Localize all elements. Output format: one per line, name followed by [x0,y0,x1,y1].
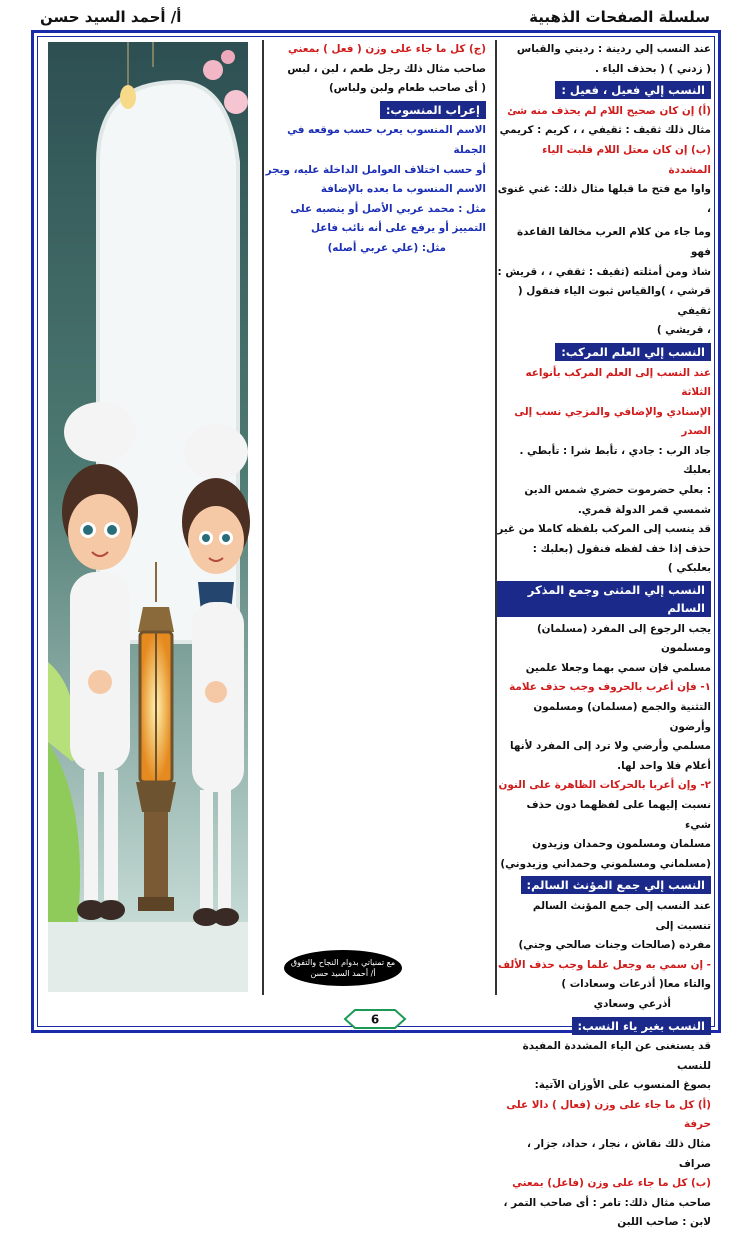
section-heading-no-ya: النسب بغير ياء النسب: [572,1017,711,1035]
text-line: صاحب مثال ذلك: تامر : أى صاحب التمر ، [503,1196,711,1209]
text-line: صاحب مثال ذلك رجل طعم ، لبن ، لبس [287,62,486,75]
right-text-column [495,40,713,1229]
text-line: مسلمي وأرضي ولا ترد إلى المفرد لأنها [510,740,711,753]
text-line: التمييز أو يرفع على أنه نائب فاعل [310,222,486,235]
ramadan-kids-illustration [48,42,248,992]
section-heading-fail: النسب إلي فعيل ، فعيل : [555,81,711,99]
text-line: بصوغ المنسوب على الأوزان الآتية: [534,1079,711,1092]
text-line: لابن : صاحب اللبن [617,1216,711,1229]
text-line: : بعلي حضرموت حضري شمس الدين [524,484,711,497]
section-heading-compound: النسب إلي العلم المركب: [555,343,711,361]
text-line: شاذ ومن أمثلته (ثقيف : ثقفي ، ، قريش : [497,265,711,278]
page-header [40,4,710,32]
badge-author-text: أ/ أحمد السيد حسن [310,969,376,978]
series-title: سلسلة الصفحات الذهبية [529,8,710,26]
text-line: مسلمان ومسلمون وحمدان وزيدون [532,838,711,851]
text-line: جاد الرب : جادي ، تأبط شرا : تأبطي . بعلبك [519,444,711,477]
section-heading-parsing: إعراب المنسوب: [380,101,486,119]
text-line: والتاء معا( أذرعات وسعادات ) [561,978,711,991]
text-line: نسبت إليهما على لفظهما دون حذف شيء [526,798,711,831]
rule-line: (ج) كل ما جاء على وزن ( فعل ) بمعني [288,43,486,55]
badge-wish-text: مع تمنياتي بدوام النجاح والتفوق [290,958,396,967]
text-line: قرشي ، )والقياس ثبوت الياء فنقول ( ثقيفي [517,285,711,317]
text-line: أعلام فلا واحد لها. [617,759,711,772]
text-line: عند النسب إلى جمع المؤنث السالم تنسبت إلى [532,899,711,932]
rule-line: الإسنادي والإضافي والمزجي نسب إلى الصدر [514,405,711,438]
page-number: 6 [370,1012,380,1027]
text-line: مفرده (صالحات وجنات صالحي وجني) [518,939,711,952]
wishes-badge [284,950,402,986]
text-line: (مسلماني ومسلموني وحمداني وزيدوني) [500,857,711,870]
text-line: ( أى صاحب طعام ولبن ولباس) [328,82,486,95]
author-name: أ/ أحمد السيد حسن [40,8,182,26]
middle-text-column [262,40,488,995]
rule-line: - إن سمي به وجعل علما وجب حذف الألف [498,958,711,971]
text-line: التثنية والجمع (مسلمان) ومسلمون وأرضون [533,701,711,733]
text-line: عند النسب إلي ردينة : رديني والقباس [516,43,711,55]
text-line: ، قريشي ) [656,324,711,337]
text-line: الاسم المنسوب يعرب حسب موقعه في الجملة [287,124,486,156]
text-line: حذف إذا خف لفظه فنقول (بعلبك : بعلبكي ) [532,542,711,575]
text-line: مثال ذلك نقاش ، نجار ، حداد، جزار ، صراف [526,1138,711,1170]
text-line: واوا مع فتح ما قبلها مثال ذلك: غني غنوى ، [497,183,711,215]
text-line: أو حسب اختلاف العوامل الداخلة عليه، ويجر [265,163,486,176]
text-line: مسلمي فإن سمي بهما وجعلا علمين [525,661,711,674]
illustration-image [48,42,248,992]
text-line: مثال ذلك ثقيف : ثقيفي ، ، كريم : كريمي [499,124,711,137]
text-line: مثل: (علي عربي أصله) [327,241,446,254]
page-number-badge [343,1008,407,1030]
rule-line: ٢- وإن أعربا بالحركات الظاهرة على النون [498,779,711,792]
text-line: الاسم المنسوب ما بعده بالإضافة [320,183,486,196]
rule-line: عند النسب إلى العلم المركب بأنواعه الثلاثة [525,366,711,399]
rule-line: (أ) إن كان صحيح اللام لم يحذف منه شئ [507,104,711,117]
rule-line: حرفة [683,1118,711,1131]
text-line: أذرعي وسعادي [593,997,671,1010]
section-heading-fem-plural: النسب إلي جمع المؤنث السالم: [521,876,711,894]
section-heading-dual-plural: النسب إلي المثنى وجمع المذكر السالم [497,581,711,617]
text-line: يجب الرجوع إلى المفرد (مسلمان) ومسلمون [536,622,711,655]
text-line: قد يستغنى عن الياء المشددة المفيدة للنسب [522,1040,711,1072]
text-line: ( زدني ) ( بحذف الياء . [594,62,711,75]
rule-line: (ب) كل ما جاء على وزن (فاعل) بمعني [512,1177,711,1190]
text-line: مثل : محمد عربي الأصل أو ينصبه على [290,202,486,215]
rule-line: (ب) إن كان معتل اللام قلبت الياء المشددة [542,143,711,176]
text-line: شمسي قمر الدولة قمري. [577,503,711,516]
rule-line: (أ) كل ما جاء على وزن (فعال ) دالا على [506,1098,711,1111]
text-line: وما جاء من كلام العرب مخالفا القاعدة فهو [517,226,711,258]
rule-line: ١- فإن أعرب بالحروف وجب حذف علامة [509,681,711,694]
text-line: قد ينسب إلى المركب بلفظه كاملا من غير [497,523,711,536]
